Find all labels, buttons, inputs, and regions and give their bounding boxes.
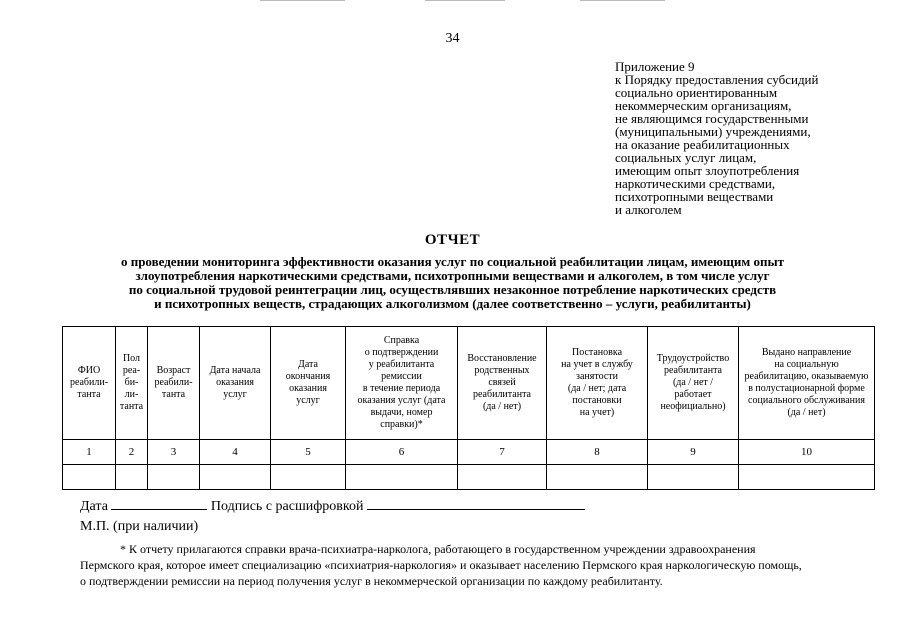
header-line: услуг: [296, 395, 320, 406]
empty-cell: [547, 465, 648, 490]
page-number: 34: [445, 31, 460, 46]
header-line: занятости: [576, 371, 618, 382]
header-row: [63, 327, 875, 440]
header-line: ли-: [124, 389, 139, 400]
subtitle-line: о проведении мониторинга эффективности оказания услуг по социальной реабилитации лицам, имеющим опыт: [120, 254, 785, 269]
header-line: (да / нет /: [672, 377, 714, 388]
header-line: танта: [161, 389, 186, 400]
column-number: 7: [458, 440, 547, 465]
header-line: (да / нет): [482, 401, 522, 412]
header-line: Восстановление: [467, 353, 537, 364]
empty-cell: [271, 465, 346, 490]
header-line: ремиссии: [381, 371, 422, 382]
header-line: в течение периода: [362, 383, 441, 394]
empty-cell: [148, 465, 200, 490]
col-header-employment-registration: [547, 327, 648, 440]
header-line: реабили-: [69, 377, 109, 388]
header-line: оказания услуг (дата: [357, 395, 446, 406]
empty-cell: [63, 465, 116, 490]
report-subtitle: [40, 255, 865, 311]
header-line: танта: [77, 389, 101, 400]
header-line: реабилитанта: [473, 389, 531, 400]
footnote: [80, 541, 865, 589]
column-number: 9: [648, 440, 739, 465]
empty-cell: [200, 465, 271, 490]
header-line: оказания: [289, 383, 327, 394]
header-line: у реабилитанта: [368, 359, 435, 370]
header-line: связей: [488, 377, 516, 388]
report-title: ОТЧЕТ: [424, 232, 481, 248]
header-line: Дата: [298, 359, 318, 370]
header-line: би-: [124, 377, 139, 388]
column-number: 3: [148, 440, 200, 465]
appendix-block: [615, 60, 900, 216]
footnote-line: о подтверждении ремиссии на период получения услуг в некоммерческой организации по каждому реабилитанту.: [80, 574, 663, 588]
appendix-line: психотропными веществами: [615, 189, 774, 204]
appendix-line: к Порядку предоставления субсидий: [615, 72, 819, 87]
col-header-job-placement: [648, 327, 739, 440]
header-line: реа-: [122, 365, 141, 376]
header-line: родственных: [474, 365, 530, 376]
column-number-row: [63, 440, 875, 465]
empty-cell: [116, 465, 148, 490]
header-line: на социальную: [774, 359, 839, 370]
top-scan-rule: [260, 0, 345, 1]
header-line: о подтверждении: [364, 347, 439, 358]
col-header-social-referral: [739, 327, 875, 440]
header-line: окончания: [285, 371, 331, 382]
appendix-line: на оказание реабилитационных: [615, 137, 790, 152]
appendix-line: некоммерческим организациям,: [615, 98, 792, 113]
report-table: [62, 326, 875, 490]
header-line: выдачи, номер: [370, 407, 433, 418]
appendix-line: Приложение 9: [615, 59, 695, 74]
header-line: Постановка: [571, 347, 623, 358]
header-line: оказания: [216, 377, 254, 388]
col-header-remission-certificate: [346, 327, 458, 440]
top-scan-rule: [425, 0, 505, 1]
header-line: Справка: [383, 335, 420, 346]
header-line: услуг: [223, 389, 247, 400]
header-line: Дата начала: [209, 365, 261, 376]
header-line: социального обслуживания: [748, 395, 865, 406]
signature-blank-line: [367, 497, 585, 510]
appendix-line: (муниципальными) учреждениями,: [615, 124, 811, 139]
header-line: реабилитацию, оказываемую: [744, 371, 869, 382]
empty-cell: [458, 465, 547, 490]
header-line: реабили-: [154, 377, 193, 388]
column-number: 8: [547, 440, 648, 465]
header-line: Возраст: [156, 365, 191, 376]
appendix-line: наркотическими средствами,: [615, 176, 776, 191]
subtitle-line: по социальной трудовой реинтеграции лиц, осуществлявших незаконное потребление наркотических средств: [128, 282, 777, 297]
column-number: 1: [63, 440, 116, 465]
col-header-age: [148, 327, 200, 440]
header-line: реабилитанта: [664, 365, 722, 376]
stamp-label: М.П. (при наличии): [80, 519, 199, 534]
header-line: танта: [119, 401, 144, 412]
appendix-line: социально ориентированным: [615, 85, 778, 100]
column-number: 10: [739, 440, 875, 465]
header-line: Трудоустройство: [656, 353, 730, 364]
column-number: 5: [271, 440, 346, 465]
col-header-end-date: [271, 327, 346, 440]
empty-cell: [648, 465, 739, 490]
footnote-line: Пермского края, которое имеет специализацию «психиатрия-наркология» и оказывает населению Пермского края наркологическую помощь,: [80, 558, 802, 572]
header-line: постановки: [572, 395, 622, 406]
header-line: Выдано направление: [761, 347, 852, 358]
header-line: на учет): [579, 407, 615, 418]
subtitle-line: злоупотребления наркотическими средствами, психотропными веществами и алкоголем, в том числе услуг: [135, 268, 770, 283]
header-line: (да / нет): [787, 407, 826, 418]
header-line: ФИО: [77, 365, 101, 376]
header-line: в полустационарной форме: [748, 383, 865, 394]
column-number: 6: [346, 440, 458, 465]
header-line: справки)*: [380, 419, 423, 430]
header-line: Пол: [122, 353, 141, 364]
top-scan-rule: [580, 0, 665, 1]
signature-block: [80, 497, 585, 537]
header-line: (да / нет; дата: [567, 383, 627, 394]
date-blank-line: [111, 497, 207, 510]
appendix-line: не являющимся государственными: [615, 111, 809, 126]
col-header-fio: [63, 327, 116, 440]
appendix-line: имеющим опыт злоупотребления: [615, 163, 800, 178]
appendix-line: и алкоголем: [615, 202, 682, 217]
empty-data-row: [63, 465, 875, 490]
date-label: Дата: [80, 499, 108, 514]
col-header-start-date: [200, 327, 271, 440]
col-header-gender: [116, 327, 148, 440]
column-number: 4: [200, 440, 271, 465]
col-header-family-ties: [458, 327, 547, 440]
subtitle-line: и психотропных веществ, страдающих алкоголизмом (далее соответственно – услуги, реабилитанты): [154, 296, 751, 311]
column-number: 2: [116, 440, 148, 465]
header-line: на учет в службу: [561, 359, 633, 370]
footnote-line: * К отчету прилагаются справки врача-психиатра-нарколога, работающего в государственном учреждении здравоохранения: [120, 542, 756, 556]
empty-cell: [346, 465, 458, 490]
signature-label: Подпись с расшифровкой: [210, 499, 364, 514]
empty-cell: [739, 465, 875, 490]
appendix-line: социальных услуг лицам,: [615, 150, 757, 165]
header-line: работает: [674, 389, 712, 400]
header-line: неофициально): [660, 401, 726, 412]
signature-line-row: [80, 497, 585, 517]
